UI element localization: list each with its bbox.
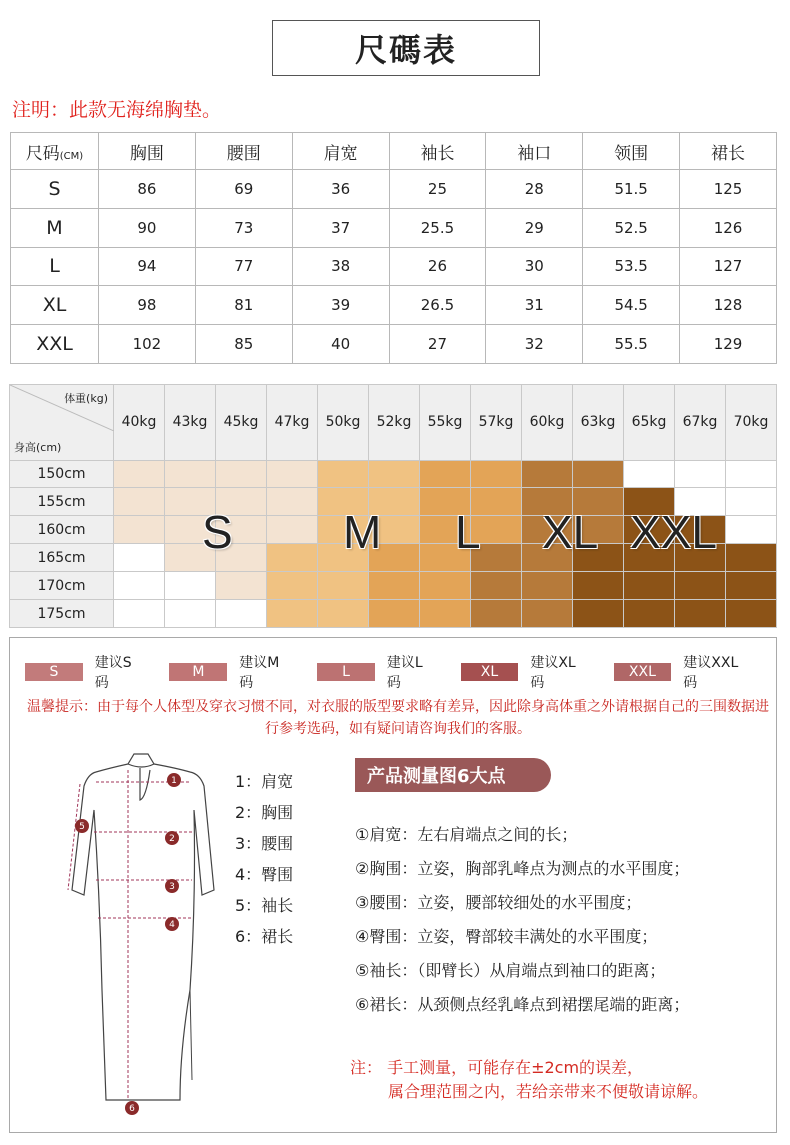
value-cell: 90 <box>99 208 196 247</box>
legend-item-l <box>317 652 436 692</box>
height-header-cell: 150cm <box>10 460 114 488</box>
legend-chip: XXL <box>614 663 672 681</box>
table-row <box>11 208 777 247</box>
value-cell: 36 <box>292 170 389 209</box>
chart-cell <box>573 460 624 488</box>
header-sleeve: 袖长 <box>389 133 486 170</box>
value-cell: 98 <box>99 286 196 325</box>
chart-cell <box>114 488 165 516</box>
chart-cell <box>726 572 777 600</box>
marker-4: 4 <box>169 920 175 930</box>
chart-cell <box>165 572 216 600</box>
chart-corner-cell <box>10 385 114 461</box>
placket-line <box>140 768 150 800</box>
legend-chip: M <box>169 663 227 681</box>
value-cell: 85 <box>195 325 292 364</box>
height-header-cell: 175cm <box>10 600 114 628</box>
header-cuff: 袖口 <box>486 133 583 170</box>
chart-cell <box>267 600 318 628</box>
chart-cell <box>267 460 318 488</box>
value-cell: 25.5 <box>389 208 486 247</box>
value-cell: 37 <box>292 208 389 247</box>
value-cell: 26.5 <box>389 286 486 325</box>
chart-cell <box>573 572 624 600</box>
weight-header-cell: 67kg <box>675 385 726 461</box>
chart-cell <box>216 600 267 628</box>
size-header-unit: (CM) <box>59 150 84 162</box>
height-header-cell: 165cm <box>10 544 114 572</box>
value-cell: 127 <box>680 247 777 286</box>
height-header-cell: 170cm <box>10 572 114 600</box>
list-item: 6：裙长 <box>235 927 294 946</box>
caution-line-2: 属合理范围之内，若给亲带来不便敬请谅解。 <box>388 1082 709 1101</box>
header-length: 裙长 <box>680 133 777 170</box>
list-item: 5：袖长 <box>235 896 294 915</box>
chart-cell <box>114 460 165 488</box>
table-row <box>11 325 777 364</box>
chart-cell <box>267 488 318 516</box>
size-cell: M <box>11 208 99 247</box>
caution-line-1: 注： 手工测量，可能存在±2cm的误差， <box>350 1058 644 1077</box>
chart-cell <box>267 516 318 544</box>
page-title: 尺碼表 <box>354 31 457 69</box>
legend-chip: XL <box>461 663 519 681</box>
size-legend <box>25 652 776 692</box>
height-header-cell: 155cm <box>10 488 114 516</box>
weight-header-cell: 47kg <box>267 385 318 461</box>
chart-cell <box>471 572 522 600</box>
weight-header-cell: 70kg <box>726 385 777 461</box>
list-item: ⑥裙长：从颈侧点经乳峰点到裙摆尾端的距离； <box>355 995 690 1014</box>
table-row <box>11 286 777 325</box>
chart-label-xl: XL <box>542 506 599 558</box>
value-cell: 102 <box>99 325 196 364</box>
legend-item-xxl <box>614 652 753 692</box>
chart-cell <box>369 600 420 628</box>
header-chest: 胸围 <box>99 133 196 170</box>
chart-label-m: M <box>343 506 382 558</box>
chart-label-xxl: XXL <box>630 506 717 558</box>
value-cell: 28 <box>486 170 583 209</box>
chart-cell <box>675 572 726 600</box>
chart-cell <box>369 572 420 600</box>
weight-header-cell: 65kg <box>624 385 675 461</box>
chart-cell <box>318 600 369 628</box>
caution-note <box>350 1056 708 1104</box>
value-cell: 54.5 <box>583 286 680 325</box>
chart-cell <box>522 600 573 628</box>
size-cell: XL <box>11 286 99 325</box>
legend-label: 建议XL码 <box>530 655 576 691</box>
chart-cell <box>420 572 471 600</box>
collar-outline <box>128 754 154 767</box>
legend-item-m <box>169 652 293 692</box>
size-header-cell <box>11 133 99 170</box>
list-item: 1：肩宽 <box>235 772 294 791</box>
size-table <box>10 132 777 364</box>
chart-cell <box>114 544 165 572</box>
value-cell: 25 <box>389 170 486 209</box>
dress-diagram <box>62 750 232 1120</box>
legend-chip: S <box>25 663 83 681</box>
title-box <box>272 20 540 76</box>
chart-cell <box>522 572 573 600</box>
value-cell: 125 <box>680 170 777 209</box>
marker-2: 2 <box>169 834 175 844</box>
value-cell: 30 <box>486 247 583 286</box>
chart-cell <box>675 460 726 488</box>
weight-header-cell: 63kg <box>573 385 624 461</box>
value-cell: 77 <box>195 247 292 286</box>
marker-3: 3 <box>169 882 175 892</box>
value-cell: 52.5 <box>583 208 680 247</box>
value-cell: 32 <box>486 325 583 364</box>
weight-header-cell: 57kg <box>471 385 522 461</box>
chart-label-s: S <box>202 506 233 558</box>
chart-cell <box>624 460 675 488</box>
list-item: 3：腰围 <box>235 834 294 853</box>
header-shoulder: 肩宽 <box>292 133 389 170</box>
slit-line <box>190 990 192 1080</box>
value-cell: 38 <box>292 247 389 286</box>
chart-cell <box>726 600 777 628</box>
chart-cell <box>165 600 216 628</box>
legend-label: 建议M码 <box>239 655 280 691</box>
chart-cell <box>318 572 369 600</box>
weight-header-cell: 50kg <box>318 385 369 461</box>
legend-label: 建议S码 <box>94 655 132 691</box>
height-header-cell: 160cm <box>10 516 114 544</box>
chart-cell <box>726 460 777 488</box>
corner-height-label: 身高(cm) <box>14 440 62 454</box>
size-cell: XXL <box>11 325 99 364</box>
marker-6: 6 <box>129 1104 135 1114</box>
header-collar: 领围 <box>583 133 680 170</box>
value-cell: 31 <box>486 286 583 325</box>
value-cell: 69 <box>195 170 292 209</box>
header-waist: 腰围 <box>195 133 292 170</box>
chart-cell <box>114 516 165 544</box>
legend-item-s <box>25 652 145 692</box>
value-cell: 128 <box>680 286 777 325</box>
chart-cell <box>165 460 216 488</box>
value-cell: 55.5 <box>583 325 680 364</box>
chart-cell <box>369 460 420 488</box>
corner-weight-label: 体重(kg) <box>64 392 108 405</box>
chart-cell <box>471 600 522 628</box>
chart-label-l: L <box>455 506 481 558</box>
value-cell: 94 <box>99 247 196 286</box>
warm-tip: 温馨提示：由于每个人体型及穿衣习惯不同，对衣服的版型要求略有差异，因此除身高体重之外请根据自己的三围数据进行参考选码，如有疑问请咨询我们的客服。 <box>27 699 769 737</box>
table-row <box>11 247 777 286</box>
chart-cell <box>114 572 165 600</box>
legend-label: 建议L码 <box>386 655 423 691</box>
value-cell: 86 <box>99 170 196 209</box>
value-cell: 126 <box>680 208 777 247</box>
weight-header-cell: 60kg <box>522 385 573 461</box>
measure-section <box>9 637 777 1133</box>
list-item: ⑤袖长：（即臂长）从肩端点到袖口的距离； <box>355 961 666 980</box>
dress-outline <box>72 764 214 1100</box>
chart-cell <box>624 600 675 628</box>
list-item: ①肩宽：左右肩端点之间的长； <box>355 825 578 844</box>
value-cell: 39 <box>292 286 389 325</box>
chart-cell <box>726 516 777 544</box>
value-cell: 81 <box>195 286 292 325</box>
value-cell: 129 <box>680 325 777 364</box>
size-cell: L <box>11 247 99 286</box>
measure-title-badge: 产品测量图6大点 <box>355 758 551 792</box>
list-item: ④臀围：立姿，臀部较丰满处的水平围度； <box>355 927 658 946</box>
legend-chip: L <box>317 663 375 681</box>
value-cell: 26 <box>389 247 486 286</box>
chart-cell <box>624 572 675 600</box>
value-cell: 51.5 <box>583 170 680 209</box>
chart-cell <box>420 460 471 488</box>
table-row <box>11 170 777 209</box>
marker-dots <box>75 773 181 1115</box>
legend-item-xl <box>461 652 590 692</box>
chart-cell <box>726 488 777 516</box>
weight-header-cell: 43kg <box>165 385 216 461</box>
chart-cell <box>726 544 777 572</box>
parts-list <box>235 766 293 952</box>
chart-cell <box>216 572 267 600</box>
marker-1: 1 <box>171 776 177 786</box>
value-cell: 29 <box>486 208 583 247</box>
weight-header-cell: 45kg <box>216 385 267 461</box>
chart-cell <box>420 600 471 628</box>
size-cell: S <box>11 170 99 209</box>
value-cell: 27 <box>389 325 486 364</box>
list-item: 4：臀围 <box>235 865 294 884</box>
chart-header-row <box>10 385 777 461</box>
marker-5: 5 <box>79 822 85 832</box>
chart-cell <box>267 572 318 600</box>
chart-cell <box>267 544 318 572</box>
legend-label: 建议XXL码 <box>683 655 739 691</box>
chart-cell <box>471 460 522 488</box>
value-cell: 53.5 <box>583 247 680 286</box>
list-item: ③腰围：立姿，腰部较细处的水平围度； <box>355 893 642 912</box>
chart-cell <box>522 460 573 488</box>
size-header-label: 尺码 <box>25 143 60 164</box>
weight-header-cell: 52kg <box>369 385 420 461</box>
chart-row <box>10 572 777 600</box>
chart-cell <box>675 600 726 628</box>
chart-cell <box>573 600 624 628</box>
list-item: 2：胸围 <box>235 803 294 822</box>
measure-list <box>355 818 689 1022</box>
chart-cell <box>216 460 267 488</box>
chart-row <box>10 460 777 488</box>
list-item: ②胸围：立姿，胸部乳峰点为测点的水平围度； <box>355 859 690 878</box>
chart-cell <box>114 600 165 628</box>
weight-header-cell: 55kg <box>420 385 471 461</box>
value-cell: 40 <box>292 325 389 364</box>
chart-cell <box>318 460 369 488</box>
chart-row <box>10 600 777 628</box>
note-text: 注明：此款无海绵胸垫。 <box>12 99 222 121</box>
size-table-header-row <box>11 133 777 170</box>
value-cell: 73 <box>195 208 292 247</box>
weight-header-cell: 40kg <box>114 385 165 461</box>
